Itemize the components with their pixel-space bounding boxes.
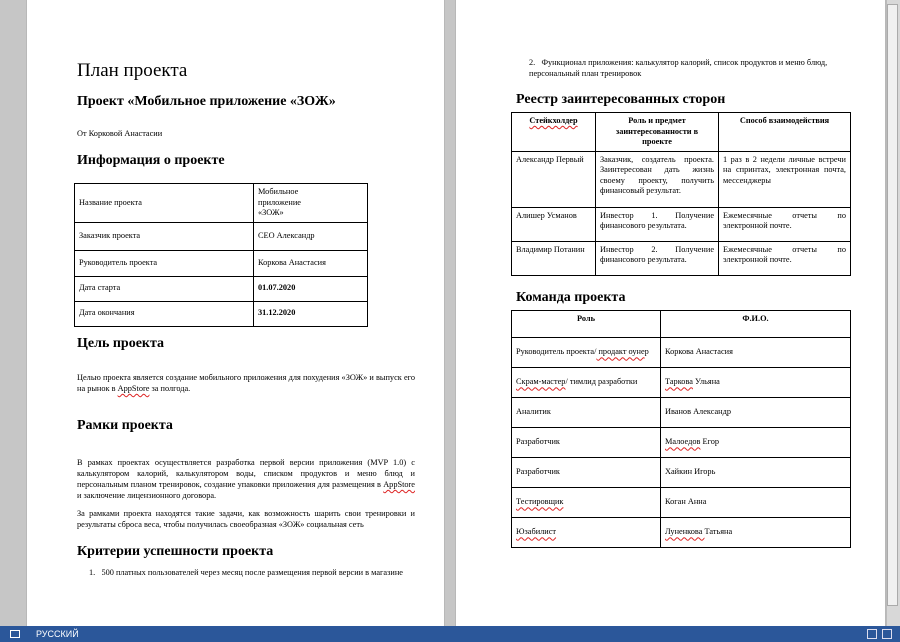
team-table-row — [512, 368, 851, 398]
scrollbar-thumb[interactable] — [887, 4, 898, 606]
stake-table-row — [512, 207, 851, 241]
team-name-cell: Коган Анна — [661, 488, 851, 518]
team-name-cell — [661, 428, 851, 458]
spellcheck-run: Скрам-мастер — [516, 377, 566, 387]
proofing-icon[interactable] — [10, 630, 20, 638]
team-name-cell — [661, 368, 851, 398]
read-mode-icon[interactable] — [867, 629, 877, 639]
info-value-cell: Коркова Анастасия — [254, 250, 368, 276]
stake-name-cell: Александр Первый — [512, 151, 596, 207]
criteria-list-item-1: 1. 500 платных пользователей через месяц после размещения первой версии в магазине — [89, 568, 403, 577]
stake-table-row — [512, 151, 851, 207]
stake-role-cell: Инвестор 2. Получение финансового результата. — [596, 241, 719, 275]
document-page-1[interactable] — [27, 0, 444, 626]
info-table-row — [75, 276, 368, 301]
stakeholders-table[interactable] — [511, 112, 851, 276]
info-label-cell: Дата окончания — [75, 301, 254, 326]
criteria-list-item-2: 2. Функционал приложения: калькулятор калорий, список продуктов и меню блюд, персональный план тренировок — [529, 58, 828, 78]
goal-text: Целью проекта является создание мобильного приложения для похудения «ЗОЖ» и выпуск его на рынок в AppStore за полгода. — [77, 373, 415, 393]
language-indicator[interactable]: РУССКИЙ — [36, 629, 79, 639]
text-run: Егор — [700, 437, 720, 447]
info-label-cell: Руководитель проекта — [75, 250, 254, 276]
stake-role-cell: Инвестор 1. Получение финансового результата. — [596, 207, 719, 241]
text-run: Татьяна — [704, 527, 733, 537]
stake-role-cell: Заказчик, создатель проекта. Заинтересован дать жизнь своему проекту, получить финансовый результат. — [596, 151, 719, 207]
stake-method-cell: 1 раз в 2 недели личные встречи на спринтах, электронная почта, мессенджеры — [719, 151, 851, 207]
team-table[interactable] — [511, 310, 851, 548]
scope-heading: Рамки проекта — [77, 418, 173, 433]
team-col-role: Роль — [512, 311, 661, 338]
info-table-row — [75, 222, 368, 250]
team-role-cell — [512, 518, 661, 548]
spellcheck-run: Луненкова — [665, 527, 705, 537]
info-label-cell: Заказчик проекта — [75, 222, 254, 250]
team-table-row — [512, 458, 851, 488]
scope-paragraph-1: В рамках проектах осуществляется разработка первой версии приложения (MVP 1.0) с калькулятором калорий, калькулятором воды, списком продуктов и меню блюд и персональным планом тренировок, создание упаковки приложения для размещения в AppStore и заключение лицензионного договора. — [77, 458, 415, 500]
text-run: Руководитель проекта/ — [516, 347, 597, 357]
stake-col-role: Роль и предмет заинтересованности в проекте — [596, 113, 719, 152]
team-role-cell: Разработчик — [512, 428, 661, 458]
goal-heading: Цель проекта — [77, 336, 165, 351]
team-role-cell — [512, 368, 661, 398]
team-role-cell: Аналитик — [512, 398, 661, 428]
team-role-cell — [512, 338, 661, 368]
print-layout-icon[interactable] — [882, 629, 892, 639]
team-table-row — [512, 338, 851, 368]
info-table-row — [75, 184, 368, 223]
info-heading: Информация о проекте — [77, 153, 225, 168]
info-label-cell: Дата старта — [75, 276, 254, 301]
team-name-cell: Иванов Александр — [661, 398, 851, 428]
stake-method-cell: Ежемесячные отчеты по электронной почте. — [719, 241, 851, 275]
spellcheck-run: продакт оуне — [596, 347, 645, 357]
info-table-row — [75, 250, 368, 276]
team-heading: Команда проекта — [516, 290, 626, 305]
info-table-row — [75, 301, 368, 326]
team-name-cell — [661, 518, 851, 548]
spellcheck-run: Таркова — [665, 377, 693, 387]
info-value-cell: Мобильное приложение «ЗОЖ» — [254, 184, 368, 223]
document-page-2[interactable] — [456, 0, 885, 626]
team-table-row — [512, 428, 851, 458]
author-line: От Корковой Анастасии — [77, 129, 163, 138]
stake-col-stakeholder: Стейкхолдер — [512, 113, 596, 152]
vertical-scrollbar[interactable] — [886, 0, 900, 626]
team-role-cell: Разработчик — [512, 458, 661, 488]
team-table-row — [512, 488, 851, 518]
info-label-cell: Название проекта — [75, 184, 254, 223]
info-value-cell: 01.07.2020 — [254, 276, 368, 301]
team-table-row — [512, 398, 851, 428]
team-name-cell: Коркова Анастасия — [661, 338, 851, 368]
spellcheck-run: Юзабилист — [516, 527, 557, 537]
scope-paragraph-2: За рамками проекта находятся такие задачи, как возможность шарить свои тренировки и результаты сброса веса, чтобы получилась своеобразная «ЗОЖ» социальная сеть — [77, 509, 415, 529]
project-info-table[interactable] — [74, 183, 368, 327]
text-run: / тимлид разработки — [565, 377, 638, 387]
project-name-heading: Проект «Мобильное приложение «ЗОЖ» — [77, 94, 336, 109]
team-table-row — [512, 518, 851, 548]
stake-method-cell: Ежемесячные отчеты по электронной почте. — [719, 207, 851, 241]
team-col-name: Ф.И.О. — [661, 311, 851, 338]
info-value-cell: 31.12.2020 — [254, 301, 368, 326]
stake-name-cell: Владимир Потанин — [512, 241, 596, 275]
stake-table-row — [512, 241, 851, 275]
text-run: Ульяна — [692, 377, 720, 387]
info-value-cell: CEO Александр — [254, 222, 368, 250]
stakeholders-heading: Реестр заинтересованных сторон — [516, 92, 726, 107]
spellcheck-run: Тестировщик — [516, 497, 564, 507]
stake-name-cell: Алишер Усманов — [512, 207, 596, 241]
text-run: р — [644, 347, 649, 357]
status-bar — [0, 626, 900, 642]
spellcheck-run: Малоедов — [665, 437, 701, 447]
page-title: План проекта — [77, 60, 188, 81]
team-role-cell — [512, 488, 661, 518]
criteria-heading: Критерии успешности проекта — [77, 544, 274, 559]
stake-col-method: Способ взаимодействия — [719, 113, 851, 152]
team-name-cell: Хайкин Игорь — [661, 458, 851, 488]
